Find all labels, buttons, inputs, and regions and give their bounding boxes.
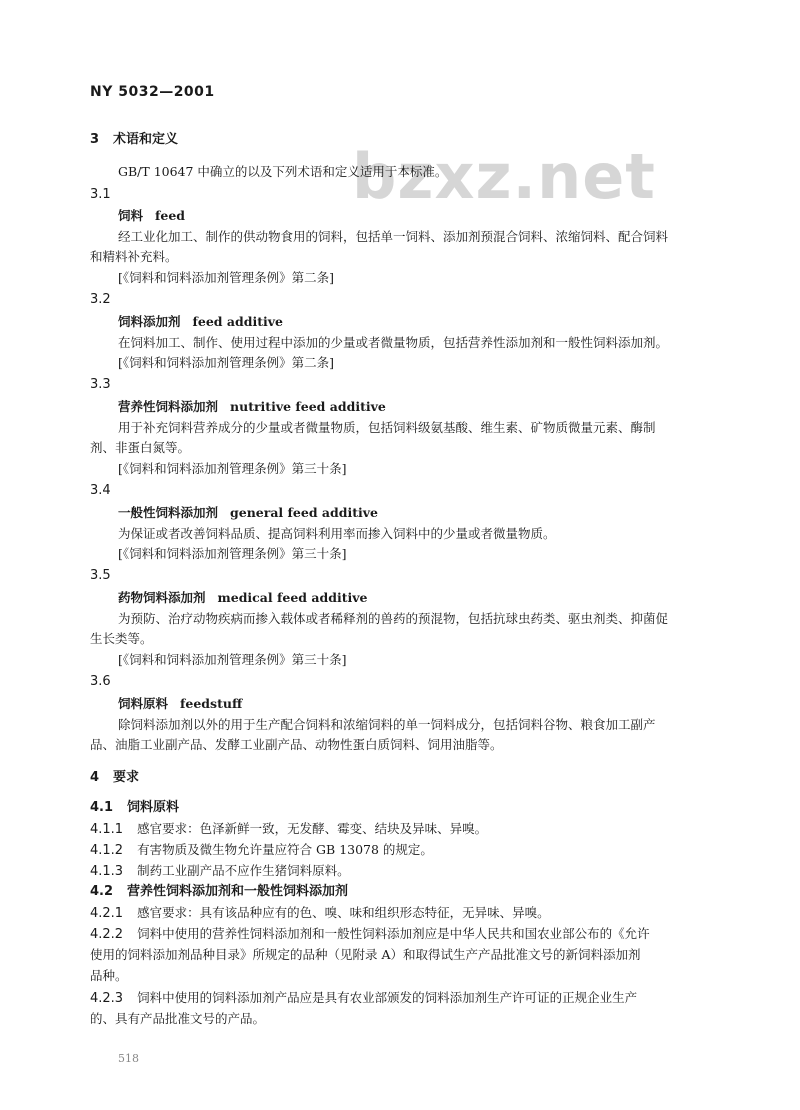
term-definition: 剂、非蛋白氮等。 bbox=[90, 440, 191, 455]
clause: 4.2.1 感官要求：具有该品种应有的色、嗅、味和组织形态特征，无异味、异嗅。 bbox=[90, 905, 550, 921]
term-number: 3.5 bbox=[90, 568, 111, 583]
term-reference: [《饲料和饲料添加剂管理条例》第二条] bbox=[118, 355, 335, 370]
clause-continuation: 使用的饲料添加剂品种目录》所规定的品种（见附录 A）和取得试生产产品批准文号的新饲料添加剂 bbox=[90, 947, 641, 962]
term-title: 饲料 feed bbox=[118, 208, 186, 223]
term-number: 3.3 bbox=[90, 377, 111, 392]
clause: 4.1.2 有害物质及微生物允许量应符合 GB 13078 的规定。 bbox=[90, 842, 433, 858]
term-title: 营养性饲料添加剂 nutritive feed additive bbox=[118, 399, 386, 414]
term-title: 饲料添加剂 feed additive bbox=[118, 314, 283, 329]
clause: 4.2.2 饲料中使用的营养性饲料添加剂和一般性饲料添加剂应是中华人民共和国农业部公布的《允许 bbox=[90, 926, 650, 942]
subsection-heading: 4.2 营养性饲料添加剂和一般性饲料添加剂 bbox=[90, 884, 349, 899]
clause: 4.2.3 饲料中使用的饲料添加剂产品应是具有农业部颁发的饲料添加剂生产许可证的正规企业生产 bbox=[90, 990, 638, 1006]
term-title: 一般性饲料添加剂 general feed additive bbox=[118, 505, 378, 520]
term-title: 饲料原料 feedstuff bbox=[118, 696, 243, 711]
term-number: 3.4 bbox=[90, 483, 111, 498]
clause-continuation: 的、具有产品批准文号的产品。 bbox=[90, 1011, 266, 1026]
term-definition: 和精料补充料。 bbox=[90, 249, 178, 264]
clause-continuation: 品种。 bbox=[90, 968, 128, 983]
term-reference: [《饲料和饲料添加剂管理条例》第二条] bbox=[118, 270, 335, 285]
subsection-heading: 4.1 饲料原料 bbox=[90, 800, 180, 815]
term-title: 药物饲料添加剂 medical feed additive bbox=[118, 590, 368, 605]
term-number: 3.1 bbox=[90, 187, 111, 202]
page-number: 518 bbox=[118, 1052, 139, 1065]
term-definition: 除饲料添加剂以外的用于生产配合饲料和浓缩饲料的单一饲料成分，包括饲料谷物、粮食加工副产 bbox=[118, 717, 656, 732]
term-definition: 品、油脂工业副产品、发酵工业副产品、动物性蛋白质饲料、饲用油脂等。 bbox=[90, 737, 503, 752]
section-3-intro: GB/T 10647 中确立的以及下列术语和定义适用于本标准。 bbox=[118, 164, 448, 179]
term-number: 3.2 bbox=[90, 292, 111, 307]
term-definition: 经工业化加工、制作的供动物食用的饲料，包括单一饲料、添加剂预混合饲料、浓缩饲料、配合饲料 bbox=[118, 229, 669, 244]
term-reference: [《饲料和饲料添加剂管理条例》第三十条] bbox=[118, 652, 347, 667]
term-number: 3.6 bbox=[90, 674, 111, 689]
term-reference: [《饲料和饲料添加剂管理条例》第三十条] bbox=[118, 546, 347, 561]
term-definition: 在饲料加工、制作、使用过程中添加的少量或者微量物质，包括营养性添加剂和一般性饲料添加剂。 bbox=[118, 335, 669, 350]
term-definition: 为预防、治疗动物疾病而掺入载体或者稀释剂的兽药的预混物，包括抗球虫药类、驱虫剂类、抑菌促 bbox=[118, 611, 669, 626]
term-reference: [《饲料和饲料添加剂管理条例》第三十条] bbox=[118, 461, 347, 476]
clause: 4.1.1 感官要求：色泽新鲜一致，无发酵、霉变、结块及异味、异嗅。 bbox=[90, 821, 488, 837]
clause: 4.1.3 制药工业副产品不应作生猪饲料原料。 bbox=[90, 863, 350, 879]
term-definition: 生长类等。 bbox=[90, 631, 153, 646]
standard-code: NY 5032—2001 bbox=[90, 84, 215, 100]
term-definition: 用于补充饲料营养成分的少量或者微量物质，包括饲料级氨基酸、维生素、矿物质微量元素、酶制 bbox=[118, 420, 656, 435]
term-definition: 为保证或者改善饲料品质、提高饲料利用率而掺入饲料中的少量或者微量物质。 bbox=[118, 526, 556, 541]
section-4-heading: 4 要求 bbox=[90, 770, 140, 785]
section-3-heading: 3 术语和定义 bbox=[90, 132, 179, 147]
watermark: bzxz.net bbox=[352, 140, 656, 213]
